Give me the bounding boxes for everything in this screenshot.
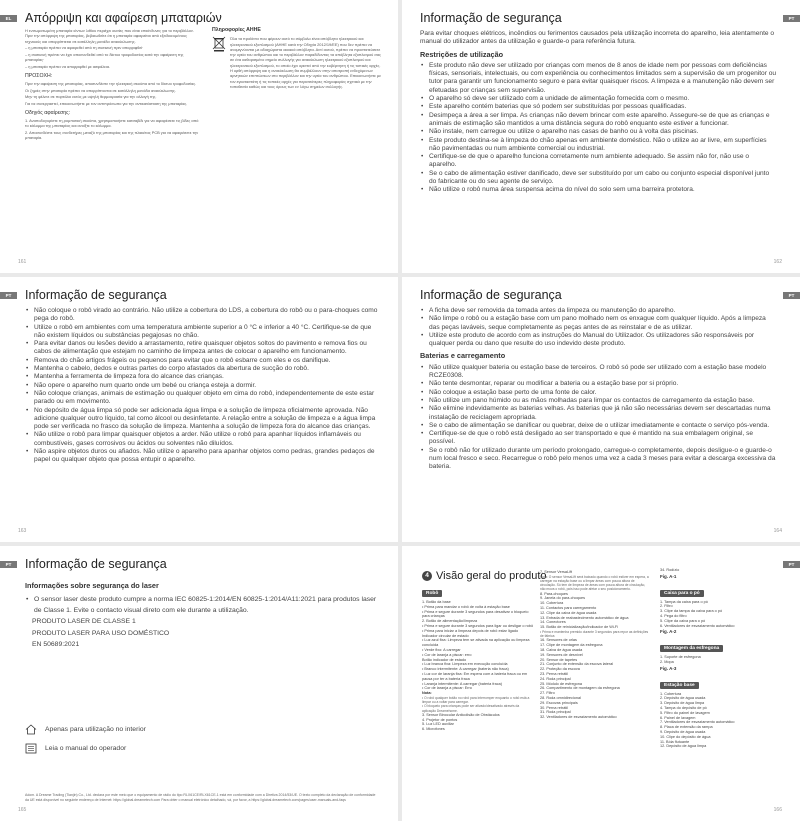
page-number: 164 bbox=[773, 528, 782, 534]
part-item: 19. Sensores de desnível bbox=[540, 652, 583, 657]
list-item: • Este produto destina-se à limpeza do chão apenas em ambiente doméstico. Não o utilize ao ar livre, em superfícies não pavimentadas ou num ambiente comercial ou industrial. bbox=[420, 137, 778, 154]
list-item: • Se o cabo de alimentação se danificar ou quebrar, deixe de o utilizar imediatamente e contacte o serviço pós-venda. bbox=[420, 422, 778, 430]
part-item: 20. Sensor de tapetes bbox=[540, 657, 578, 662]
part-item: 22. Proteção da escova bbox=[540, 667, 580, 672]
manual-row bbox=[25, 743, 126, 754]
list-item: • Este produto não deve ser utilizado por crianças com menos de 8 anos de idade nem por pessoas com deficiências físicas, sensoriais, intelectuais, ou com experiência ou conhecimentos limitados sem a supervisão de um progenitor ou tutor para garantir um funcionamento seguro e para evitar quaisquer riscos. A limpeza e a manutenção não devem ser efetuadas por crianças sem supervisão. bbox=[420, 62, 778, 95]
page-title: Informação de segurança bbox=[420, 11, 562, 25]
list-item: • Não opere o aparelho num quarto onde um bebé ou criança esteja a dormir. bbox=[25, 382, 380, 390]
list-item: • Utilize o robô em ambientes com uma temperatura ambiente superior a 0 °C e inferior a 40 °C. Certifique-se de que não existem líquidos ou substâncias pegajosas no chão. bbox=[25, 324, 380, 341]
page-title bbox=[422, 570, 547, 582]
note-text: Nota: O sensor VersaLift será baixado quando o robô estiver em espera, a carregar na estação base ou a limpar áreas com pouca altura de circulação. Só tem de limpeza de áreas com pouca altura de circulação, não mova o robô, pois isso pode afetar o seu posicionamento. bbox=[540, 574, 649, 592]
figure-label: Fig. A-2 bbox=[660, 629, 677, 635]
part-item: 16. Sensores de orlas bbox=[540, 638, 577, 643]
part-item: 24. Roda principal bbox=[540, 676, 571, 681]
part-item: • Cor de laranja a piscar: Erro bbox=[422, 686, 472, 691]
part-item: Botão indicador de estado bbox=[422, 657, 467, 662]
safety-list bbox=[420, 307, 778, 348]
list-item: • Não utilize o robô para limpar quaisquer objetos a arder. Não utilize o robô para apanhar líquidos inflamáveis ou combustíveis, gases corrosivos ou ácidos ou solventes não diluídos. bbox=[25, 431, 380, 448]
page-162 bbox=[402, 0, 800, 273]
part-item: Indicador circular de estado bbox=[422, 633, 469, 638]
paragraph: Μην τη φέλετε σε πορτόλοι εκτός με υψηλή θερμοκρασία για την αλλαγή της. bbox=[25, 94, 157, 100]
page-163 bbox=[0, 277, 398, 542]
part-item: 28. Roda omnidirecional bbox=[540, 695, 581, 700]
page-title: Informação de segurança bbox=[25, 288, 167, 302]
page-161 bbox=[0, 0, 398, 273]
part-item: 18. Caixa de água usada bbox=[540, 647, 583, 652]
part-item: 9. Depósito de água usada bbox=[660, 729, 706, 734]
paragraph: 2. Αποσυνδέστε τους συνδετήρες μεταξύ της μπαταρίας και της πλακέτας PCB για να αφαιρέσετε την μπαταρία. bbox=[25, 129, 199, 141]
page-165 bbox=[0, 546, 398, 821]
indoor-label: Apenas para utilização no interior bbox=[45, 726, 146, 733]
part-item: 34. Rodízio bbox=[660, 568, 680, 572]
robot-heading: Robô bbox=[422, 590, 442, 597]
part-item: 32. Ventiladores de esvaziamento automático bbox=[540, 715, 617, 720]
weee-section bbox=[212, 28, 382, 89]
paragraph: Η ενσωματωμένη μπαταρία ιόντων λιθίου περιέχει ουσίες που είναι επικίνδυνες για το περιβάλλον. Πριν την απόρριψη της μπαταρίας, βεβαιωθείτε ότι η μπαταρία αφαιρείται από εξειδικευμένους τεχνικούς και απορρίπτεται σε κατάλληλη μονάδα ανακύκλωσης. bbox=[25, 28, 194, 44]
list-item: • Para evitar danos ou lesões devido a arrastamento, retire quaisquer objetos soltos do pavimento e remova fios ou cabos de alimentação que estejam no caminho de limpeza antes de colocar o aparelho em funcionamento. bbox=[25, 340, 380, 357]
part-item: 29. Escovas principais bbox=[540, 700, 578, 705]
part-item: 13. Entrada de reabastecimento automático de água bbox=[540, 615, 629, 620]
part-item: 11. Contactos para carregamento bbox=[540, 606, 597, 610]
part-item: 1. Cobertura bbox=[660, 691, 682, 696]
part-item: 12. Clipe da caixa de água usada bbox=[540, 610, 597, 615]
part-item: • Prima para iniciar a limpeza depois de robô estar ligado bbox=[422, 628, 519, 633]
part-item: 14. Conectores bbox=[540, 620, 566, 625]
part-item: 1. Tampa da caixa para o pó bbox=[660, 599, 708, 604]
intro-text: Para evitar choques elétricos, incêndios ou ferimentos causados pela utilização incorreta do aparelho, leia atentamente o manual do utilizador antes da utilização e guarde-o para referência futura. bbox=[420, 30, 775, 46]
part-item: 10. Clipe do depósito de água bbox=[660, 734, 711, 739]
list-item: • No depósito de água limpa só pode ser adicionada água limpa e a solução de limpeza oficialmente aprovada. Não adicione qualquer outro líquido, tal como álcool ou desinfetante. A relação entre a solução de limpeza e a água limpa pode ser verificada no frasco da solução de limpeza. Mantenha a solução de limpeza fora do alcance das crianças. bbox=[25, 407, 380, 432]
list-item: • Certifique-se de que o aparelho funciona corretamente num ambiente adequado. Se assim não for, não use o aparelho. bbox=[420, 153, 778, 170]
weee-heading: Πληροφορίες ΑΗΗΕ bbox=[212, 27, 261, 33]
part-item: • Luz azul fixa: Limpeza tem se ativada na aplicação ou limpeza concluída bbox=[422, 638, 530, 648]
part-item: 4. Projetor de pontos bbox=[422, 717, 458, 722]
part-item: 31. Roda principal bbox=[540, 710, 571, 715]
list-item: • Não elimine indevidamente as baterias velhas. As baterias que já não são necessárias devem ser descartadas numa instalação de reciclagem apropriada. bbox=[420, 405, 778, 422]
laser-class-line: PRODUTO LASER DE CLASSE 1 bbox=[32, 618, 136, 625]
paragraph: – η συσκευή πρέπει να έχει αποσυνδεθεί από το δίκτυο τροφοδοσίας κατά την αφαίρεση της μπαταρίας· bbox=[25, 52, 184, 63]
note-label: Nota: bbox=[422, 691, 432, 696]
list-item: • Não instale, nem carregue ou utilize o aparelho nas casas de banho ou à volta das piscinas. bbox=[420, 128, 778, 136]
page-title: Informação de segurança bbox=[420, 288, 562, 302]
part-item: 7. Sensor VersaLift bbox=[540, 570, 573, 574]
section-heading: Restrições de utilização bbox=[420, 49, 504, 59]
paragraph: – η μπαταρία πρέπει να αφαιρεθεί από τη συσκευή πριν απορριφθεί· bbox=[25, 45, 144, 51]
battery-list bbox=[420, 364, 778, 472]
paragraph: Για να συνεργαστεί, επικοινωνήστε με τον αντιπρόσωπο για την αντικατάσταση της μπαταρίας. bbox=[25, 101, 188, 107]
list-item: • Se o robô não for utilizado durante um período prolongado, carregue-o completamente, depois desligue-o e guarde-o num local fresco e seco. Recarregue o robô pelo menos uma vez a cada 3 meses para evitar a descarga excessiva da bateria. bbox=[420, 447, 778, 472]
standard-line: EN 50689:2021 bbox=[32, 641, 80, 648]
paragraph: – η μπαταρία πρέπει να απορριφθεί με ασφάλεια. bbox=[25, 64, 111, 70]
part-item: 5. Clipe da caixa para o pó bbox=[660, 618, 706, 623]
page-title: Απόρριψη και αφαίρεση μπαταριών bbox=[25, 11, 222, 25]
page-number: 166 bbox=[773, 807, 782, 813]
paragraph: Πριν την αφαίρεση της μπαταρίας, αποσυνδέστε την ηλεκτρική σκούπα από το δίκτυο τροφοδοσίας. bbox=[25, 80, 197, 86]
part-item: 2. Filtro bbox=[660, 604, 673, 609]
language-tab: PT bbox=[0, 561, 17, 568]
figure-label: Fig. A-3 bbox=[660, 665, 677, 671]
list-item: • Não tente desmontar, reparar ou modificar a bateria ou a estação base por si próprio. bbox=[420, 380, 778, 388]
robot-parts-column bbox=[422, 590, 534, 732]
list-item: • Não coloque o robô virado ao contrário. Não utilize a cobertura do LDS, a cobertura do robô ou o para-choques como pega do robô. bbox=[25, 307, 380, 324]
indoor-use-row bbox=[25, 724, 146, 735]
section-heading: Baterias e carregamento bbox=[420, 351, 506, 361]
part-item: 2. Mopa bbox=[660, 659, 674, 664]
base-station-heading: Estação base bbox=[660, 682, 699, 689]
page-number: 162 bbox=[773, 259, 782, 265]
note-item: • O robô qualquer botão no robô para interromper enquanto o robô está a limpar ou a voltar para carregar. bbox=[422, 695, 530, 705]
page-title: Informação de segurança bbox=[25, 557, 167, 571]
part-item: 27. Filtro bbox=[540, 691, 555, 696]
part-item: 2. Botão de alimentação/limpeza bbox=[422, 619, 478, 624]
safety-list bbox=[420, 62, 778, 195]
list-item: • Não utilize um pano húmido ou as mãos molhadas para limpar os contactos de carregamento da estação base. bbox=[420, 397, 778, 405]
part-item: 4. Pega do filtro bbox=[660, 613, 687, 618]
note-item: • O bloqueio para crianças pode ser ativado/desativado através da aplicação Dreamehome. bbox=[422, 704, 520, 713]
list-item: • Utilize este produto de acordo com as instruções do Manual do Utilizador. Os utilizadores são responsáveis por qualquer perda ou dano que resulte do uso indevido deste produto. bbox=[420, 332, 778, 349]
part-item: 5. Filtro do painel de lavagem bbox=[660, 710, 710, 715]
part-item: 21. Conjunto de extensão da escova lateral bbox=[540, 662, 614, 667]
part-item: 5. Luz LED auxiliar bbox=[422, 722, 454, 727]
list-item: • Mantenha a ferramenta de limpeza fora do alcance das crianças. bbox=[25, 373, 380, 381]
part-item: 9. Janela do para-choques bbox=[540, 596, 585, 601]
paragraph: 1. Αναποδογυρίστε τη ρομποτική σκούπα, χρησιμοποιήστε κατσαβίδι για να αφαιρέσετε τις βίδες από το κάλυμμα της μπαταρίας και ανοίξτε το κάλυμμα. bbox=[25, 117, 199, 129]
page-166 bbox=[402, 546, 800, 821]
page-164 bbox=[402, 277, 800, 542]
part-item: 25. Módulo de esfregona bbox=[540, 681, 583, 686]
part-item: 15. Botão de reinicialização/indicador de Wi-Fi bbox=[540, 625, 619, 630]
accessory-column bbox=[660, 568, 780, 749]
weee-text: Όλα τα προϊόντα που φέρουν αυτό το σύμβολο είναι απόβλητα ηλεκτρικού και ηλεκτρονικού εξοπλισμού (ΑΗΗΕ κατά την Οδηγία 2012/19/ΕΕ) που δεν πρέπει να αναμιγνύονται με αδιαχώριστα οικιακά απόβλητα. Αντί αυτού, πρέπει να προστατεύσετε την υγεία του ανθρώπου και το περιβάλλον παραδίδοντας τα απόβλητα εξοπλισμού σας σε ένα καθορισμένο σημείο συλλογής για ανακύκλωση ηλεκτρικού εξοπλισμού και ηλεκτρονικού εξοπλισμού, το οποίο έχει οριστεί από την κυβέρνηση ή τις τοπικές αρχές. Η ορθή απόρριψη και η ανακύκλωση θα συμβάλλουν στην αποτροπή ενδεχόμενων αρνητικών επιπτώσεων στο περιβάλλον και την υγεία του ανθρώπου. Επικοινωνήστε με τον εγκαταστάτη ή τις τοπικές αρχές για περισσότερες πληροφορίες σχετικά με την τοποθεσία καθώς και τους όρους των εν λόγω σημείων συλλογής. bbox=[230, 36, 381, 89]
part-item: 2. Depósito de água usada bbox=[660, 696, 706, 701]
laser-text: • O sensor laser deste produto cumpre a norma IEC 60825-1:2014/EN 60825-1:2014/A11:2021 para produtos laser de Classe 1. Evite o contacto visual direto com ele durante a utilização. bbox=[25, 594, 380, 616]
part-item: 12. Depósito de água limpa bbox=[660, 744, 707, 749]
part-item: • Laranja intermitente: A carregar (bateria fraca) bbox=[422, 681, 503, 686]
part-item: 26. Compartimento de montagem da esfregona bbox=[540, 686, 620, 691]
list-item: • Não coloque a estação base perto de uma fonte de calor. bbox=[420, 389, 778, 397]
part-item: • Luz cor de laranja fixa: Em espera com a bateria fraca ou em pausa por ter a bateria fraca bbox=[422, 671, 528, 681]
language-tab: PT bbox=[783, 15, 800, 22]
part-item: • Prima e segure durante 3 segundos para desativar o bloqueio para crianças bbox=[422, 609, 529, 619]
list-item: • Remova do chão artigos frágeis ou pequenos para evitar que o robô esbarre com eles e os danifique. bbox=[25, 357, 380, 365]
page-number: 165 bbox=[18, 807, 27, 813]
part-subitem: • Prima e mantenha premido durante 3 segundos para repor as definições de fábrica bbox=[540, 629, 649, 639]
part-item: 3. Depósito de água limpa bbox=[660, 701, 705, 706]
house-icon bbox=[25, 724, 37, 735]
part-item: • Cor de laranja a piscar: erro bbox=[422, 652, 472, 657]
language-tab: PT bbox=[0, 292, 17, 299]
list-item: • Desimpeça a área a ser limpa. As crianças não devem brincar com este aparelho. Assegure-se de que as crianças e animais de estimação são mantidos a uma distância segura do robô enquanto este estiver a funcionar. bbox=[420, 112, 778, 129]
part-item: 7. Ventiladores de esvaziamento automático bbox=[660, 720, 735, 725]
part-item: • Branco intermitente: A carregar (bateria não fraca) bbox=[422, 667, 509, 672]
part-item: • Luz branca fixa: Limpeza em execução concluída bbox=[422, 662, 508, 667]
manual-book-icon bbox=[25, 743, 37, 754]
list-item: • Este aparelho contém baterias que só podem ser substituídas por pessoas qualificadas. bbox=[420, 103, 778, 111]
part-item: 11. Bóia flutuante bbox=[660, 739, 690, 744]
paragraph: Οι ζημιές στην μπαταρία πρέπει να απορρίπτονται σε κατάλληλη μονάδα ανακύκλωσης. bbox=[25, 87, 176, 93]
part-item: 4. Tampa do depósito de pó bbox=[660, 705, 707, 710]
language-tab: PT bbox=[783, 561, 800, 568]
list-item: • O aparelho só deve ser utilizado com a unidade de alimentação fornecida com o mesmo. bbox=[420, 95, 778, 103]
section-number: 4 bbox=[422, 571, 432, 581]
part-item: 8. Para-choques bbox=[540, 591, 568, 596]
warning-heading: ΠΡΟΣΟΧΗ: bbox=[25, 72, 53, 79]
part-item: 8. Placa de extensão da rampa bbox=[660, 725, 713, 730]
list-item: • Não utilize o robô numa área suspensa acima do nível do solo sem uma barreira protetora. bbox=[420, 186, 778, 194]
instructions-heading: Οδηγός αφαίρεσης: bbox=[25, 109, 71, 116]
part-item: 17. Clipe de montagem da esfregona bbox=[540, 643, 603, 648]
list-item: • Mantenha o cabelo, dedos e outras partes do corpo afastados da abertura de sucção do robô. bbox=[25, 365, 380, 373]
safety-list bbox=[25, 307, 380, 465]
language-tab: EL bbox=[0, 15, 17, 22]
list-item: • Não utilize qualquer bateria ou estação base de terceiros. O robô só pode ser utilizado com a estação base modelo RCZE0308. bbox=[420, 364, 778, 381]
list-item: • Não aspire objetos duros ou afiados. Não utilize o aparelho para apanhar objetos como pedras, grandes pedaços de papel ou qualquer objeto que possa entupir o aparelho. bbox=[25, 448, 380, 465]
section-heading: Informações sobre segurança do laser bbox=[25, 581, 159, 590]
list-item: • Certifique-se de que o robô está desligado ao ser transportado e que é mantido na sua embalagem original, se possível. bbox=[420, 430, 778, 447]
list-item: • Não coloque crianças, animais de estimação ou qualquer objeto em cima do robô, independentemente de este estar parado ou em movimento. bbox=[25, 390, 380, 407]
robot-parts-column-2 bbox=[540, 570, 650, 720]
part-item: 6. Painel de lavagem bbox=[660, 715, 696, 720]
part-item: 30. Perna retrátil bbox=[540, 705, 569, 710]
list-item: • A ficha deve ser removida da tomada antes da limpeza ou manutenção do aparelho. bbox=[420, 307, 778, 315]
language-tab: PT bbox=[783, 292, 800, 299]
part-item: 3. Sensor Binocular Anticolisão de Obstáculos bbox=[422, 712, 500, 717]
conformity-footer: Adom. A Dreame Trading (Tianjin) Co., Ltd. declara por este meio que o equipamento de rádio do tipo RLX61CE/RLX61CE-1 está em conformidade com a Diretiva 2014/53/UE. O texto completo da declaração de conformidade da UE está disponível no seguinte endereço de Internet: https://global.dreametech.com Para obter o manual eletrónico detalhado, vá, por favor, a https://global.dreametech.com/pages/user-manuals-and-faqs bbox=[25, 793, 376, 802]
battery-removal-text bbox=[25, 28, 200, 142]
part-item: 23. Perna retrátil bbox=[540, 671, 569, 676]
part-item: • Prima para mandar o robô de volta à estação base bbox=[422, 604, 510, 609]
section-title: Visão geral do produto bbox=[436, 570, 547, 582]
part-item: 6. Microfones bbox=[422, 727, 445, 732]
part-item: • Verde fixo: A carregar bbox=[422, 647, 461, 652]
laser-use-line: PRODUTO LASER PARA USO DOMÉSTICO bbox=[32, 629, 170, 637]
list-item: • Não limpe o robô ou a estação base com um pano molhado nem os enxague com qualquer líquido. Após a limpeza das peças laváveis, seque completamente as peças antes de as reinstalar e de as utilizar. bbox=[420, 315, 778, 332]
part-item: 1. Botão da base bbox=[422, 600, 451, 604]
part-item: 3. Clipe da tampa da caixa para o pó bbox=[660, 609, 723, 614]
part-item: 10. Cobertura bbox=[540, 601, 564, 606]
page-number: 163 bbox=[18, 528, 27, 534]
part-item: 6. Ventiladores de esvaziamento automático bbox=[660, 623, 735, 628]
figure-label: Fig. A-1 bbox=[660, 573, 677, 579]
crossed-bin-icon bbox=[212, 36, 226, 52]
part-item: 1. Suporte de esfregona bbox=[660, 655, 701, 660]
mop-heading: Montagem da esfregona bbox=[660, 645, 723, 652]
list-item: • Se o cabo de alimentação estiver danificado, deve ser substituído por um cabo ou conjunto especial disponível junto do fabricante ou do seu agente de serviço. bbox=[420, 170, 778, 187]
page-number: 161 bbox=[18, 259, 27, 265]
part-item: • Prima e segure durante 3 segundos para ligar ou desligar o robô bbox=[422, 623, 534, 628]
manual-label: Leia o manual do operador bbox=[45, 745, 127, 752]
dust-box-heading: Caixa para o pó bbox=[660, 590, 704, 597]
